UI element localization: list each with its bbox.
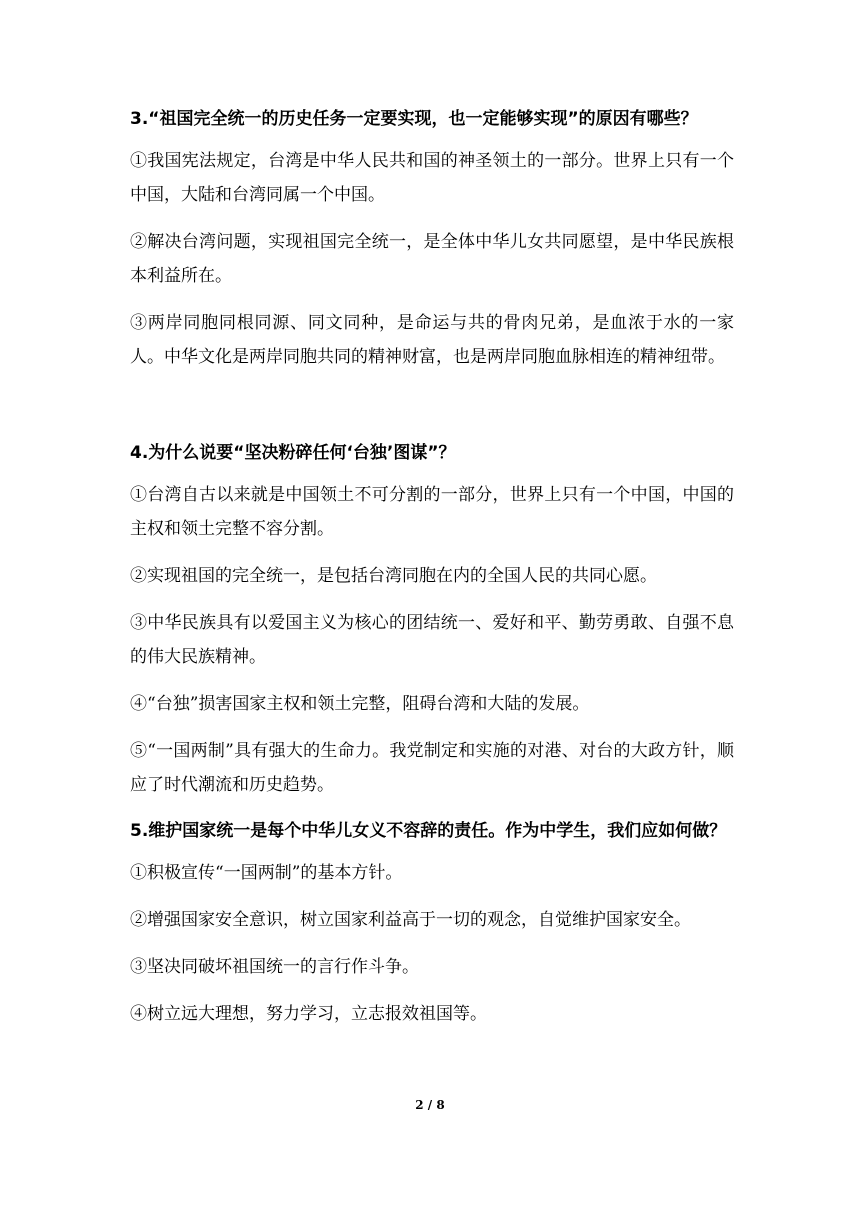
question-3: 3.“祖国完全统一的历史任务一定要实现，也一定能够实现”的原因有哪些？ xyxy=(130,109,698,129)
answer-4-2: ②实现祖国的完全统一，是包括台湾同胞在内的全国人民的共同心愿。 xyxy=(130,566,657,586)
answer-5-4: ④树立远大理想，努力学习，立志报效祖国等。 xyxy=(130,1004,487,1024)
answer-5-2: ②增强国家安全意识，树立国家利益高于一切的观念，自觉维护国家安全。 xyxy=(130,910,691,930)
answer-4-3: ③中华民族具有以爱国主义为核心的团结统一、爱好和平、勤劳勇敢、自强不息的伟大民族精神。 xyxy=(130,613,734,667)
answer-4-1: ①台湾自古以来就是中国领土不可分割的一部分，世界上只有一个中国，中国的主权和领土完整不容分割。 xyxy=(130,485,734,539)
answer-4-5: ⑤“一国两制”具有强大的生命力。我党制定和实施的对港、对台的大政方针，顺应了时代潮流和历史趋势。 xyxy=(130,741,734,795)
answer-3-2: ②解决台湾问题，实现祖国完全统一，是全体中华儿女共同愿望，是中华民族根本利益所在。 xyxy=(130,232,734,286)
answer-5-1: ①积极宣传“一国两制”的基本方针。 xyxy=(130,863,403,883)
answer-5-3: ③坚决同破坏祖国统一的言行作斗争。 xyxy=(130,957,419,977)
answer-3-3: ③两岸同胞同根同源、同文同种，是命运与共的骨肉兄弟，是血浓于水的一家人。中华文化是两岸同胞共同的精神财富，也是两岸同胞血脉相连的精神纽带。 xyxy=(130,313,734,367)
page-number: 2 / 8 xyxy=(415,1098,445,1112)
question-4: 4.为什么说要“坚决粉碎任何‘台独’图谋”？ xyxy=(130,443,456,463)
answer-4-4: ④“台独”损害国家主权和领土完整，阻碍台湾和大陆的发展。 xyxy=(130,694,590,714)
answer-3-1: ①我国宪法规定，台湾是中华人民共和国的神圣领土的一部分。世界上只有一个中国，大陆和台湾同属一个中国。 xyxy=(130,151,734,205)
question-5: 5.维护国家统一是每个中华儿女义不容辞的责任。作为中学生，我们应如何做？ xyxy=(130,821,727,841)
document-content xyxy=(130,104,734,1031)
